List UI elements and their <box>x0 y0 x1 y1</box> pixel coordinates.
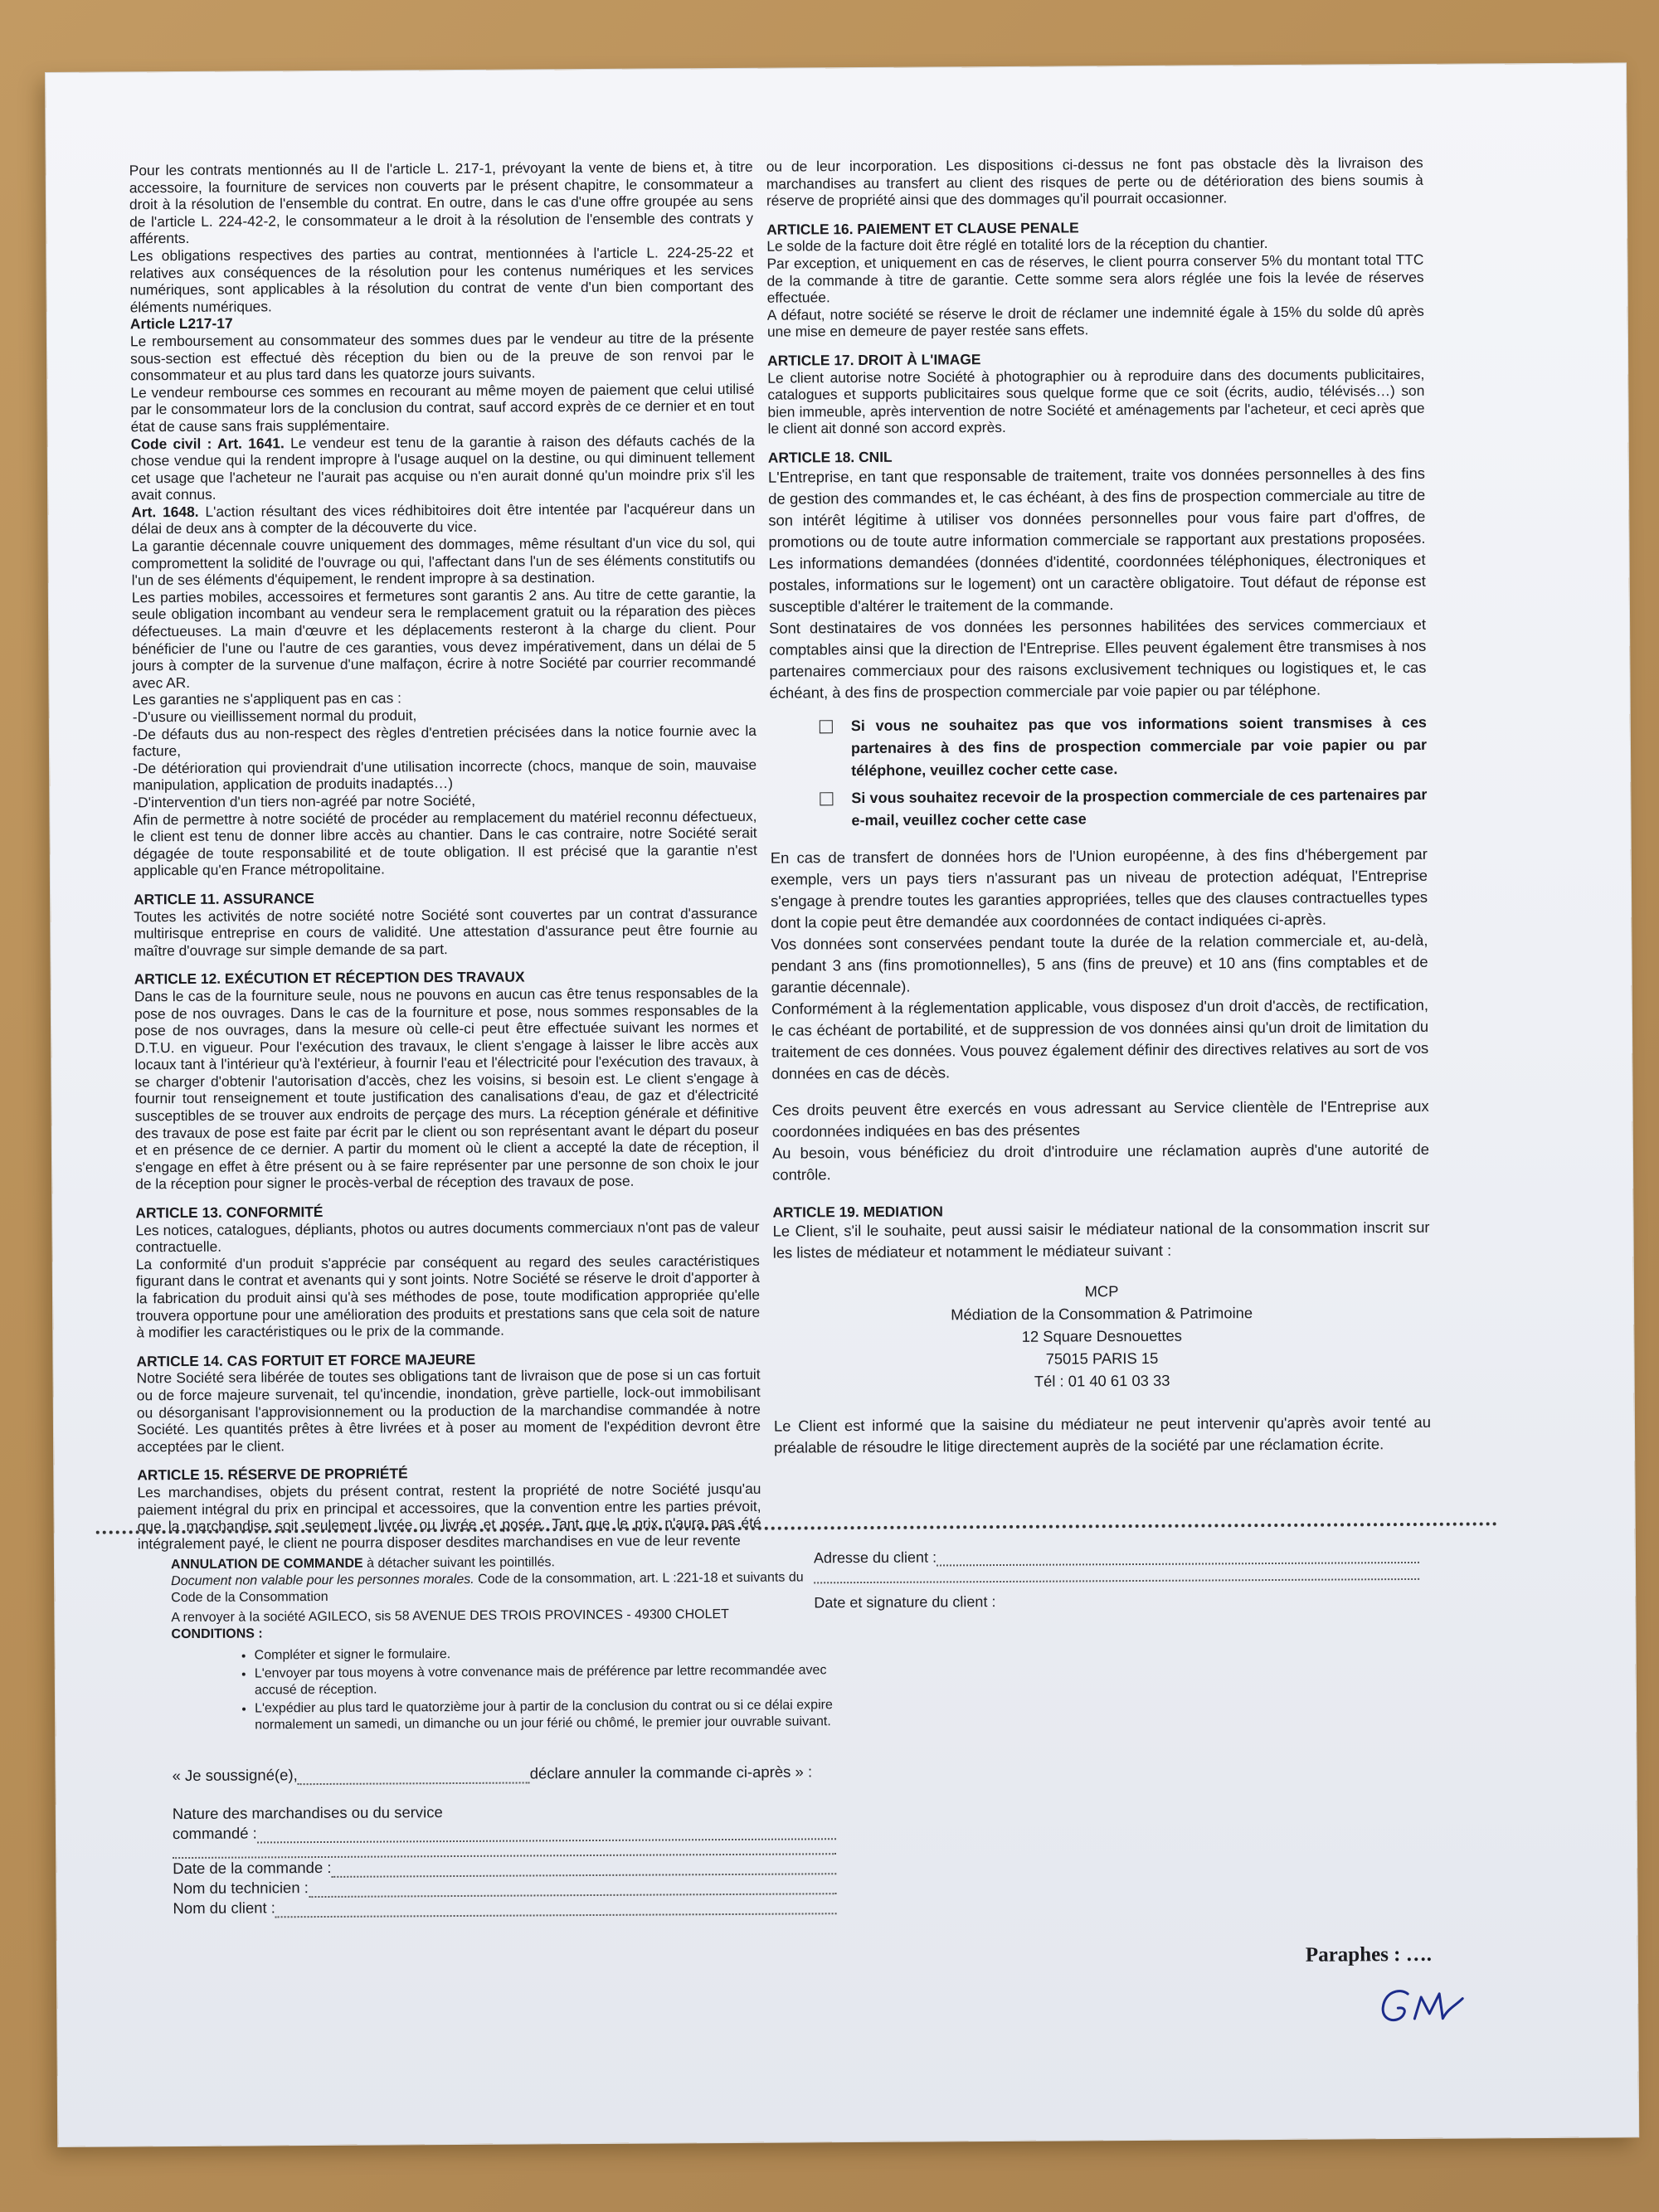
article-19-heading: ARTICLE 19. MEDIATION <box>772 1202 943 1221</box>
article-l217-17-p1: Le remboursement au consommateur des sommes dues par le vendeur au titre de la présente sous-section est effectué dès réception du bien ou de la preuve de son renvoi par le consommateur et au plus tard dans les quatorze jours suivants. <box>129 328 755 384</box>
garantie-decennale: La garantie décennale couvre uniquement des dommages, même résultant d'un vice du sol, qui compromettent la solidité de l'ouvrage ou qui, l'affectant dans l'un de ses éléments constitutifs ou l'un de ses éléments d'équipement, le rendent impropre à sa destination. <box>131 533 756 589</box>
field-address-label: Adresse du client : <box>813 1548 937 1567</box>
exclusions-intro: Les garanties ne s'appliquent pas en cas : <box>132 689 401 708</box>
left-column <box>129 158 761 1553</box>
code-civil-1641 <box>131 431 755 503</box>
handwritten-initials-icon <box>1376 1981 1467 2031</box>
article-18-p3: En cas de transfert de données hors de l'Union européenne, à des fins d'hébergement par exemple, vers un pays tiers n'assurant pas un niveau de protection adéquat, l'Entreprise s'engage à prendre toutes les garanties appropriées, telles que des clauses contractuelles types dont la copie peut être demandée aux coordonnées de contact indiquées ci-après. <box>770 844 1428 931</box>
article-13-p1: Les notices, catalogues, dépliants, photos ou autres documents commerciaux n'ont pas de valeur contractuelle. <box>135 1218 760 1256</box>
checkbox-option-2[interactable] <box>820 783 1427 831</box>
mediator-street: 12 Square Desnouettes <box>1021 1326 1183 1345</box>
article-11-text: Toutes les activités de notre société notre Société sont couvertes par un contrat d'assurance multirisque entreprise en cours de validité. Une attestation d'assurance peut être fournie au maître d'ouvrage sur simple demande de sa part. <box>134 904 758 960</box>
field-date-label: Date de la commande : <box>173 1858 332 1878</box>
document-page <box>46 63 1638 2146</box>
article-1648 <box>131 500 755 538</box>
right-column <box>766 154 1432 1459</box>
mediator-phone: Tél : 01 40 61 03 33 <box>1034 1371 1170 1390</box>
article-13-heading: ARTICLE 13. CONFORMITÉ <box>135 1203 324 1222</box>
article-16-p3: A défaut, notre société se réserve le droit de réclamer une indemnité égale à 15% du solde dû après une mise en demeure de payer restée sans effets. <box>766 302 1424 341</box>
article-16-p1: Le solde de la facture doit être réglé en totalité lors de la réception du chantier. <box>766 235 1268 255</box>
article-16-p2: Par exception, et uniquement en cas de réserves, le client pourra conserver 5% du montant total TTC de la commande à titre de garantie. Cette somme sera alors réglée une fois la levée de réserves effectuée. <box>766 250 1424 306</box>
field-nature-label-1: Nature des marchandises ou du service <box>172 1803 443 1823</box>
condition-item: • L'expédier au plus tard le quatorzième jour à partir de la conclusion du contrat ou si ce délai expire normalement un samedi, un dimanche ou un jour férié ou chômé, le premier jour ouvrable suivant. <box>255 1697 835 1733</box>
article-19-text: Le Client, s'il le souhaite, peut aussi saisir le médiateur national de la consommation inscrit sur les listes de médiateur et notamment le médiateur suivant : <box>772 1218 1430 1262</box>
parties-mobiles: Les parties mobiles, accessoires et fermetures sont garantis 2 ans. Au titre de cette garantie, la seule obligation incombant au vendeur sera le remplacement gratuit ou la réparation des pièces défectueuses. La main d'œuvre et les déplacements resteront à la charge du client. Pour bénéficier de l'une ou l'autre de ces garanties, vous devez impérativement, dans un délai de 5 jours à compter de la survenue d'une malfaçon, écrire à notre Société par courrier recommandé avec AR. <box>131 585 757 692</box>
intro-paragraph-1: Pour les contrats mentionnés au II de l'article L. 217-1, prévoyant la vente de biens et, à titre accessoire, la fourniture de services non couverts par le présent chapitre, le consommateur a droit à la résolution de l'ensemble du contrat. En outre, dans le cas d'une offre groupée au sens de l'article L. 224-42-2, le consommateur a le droit à la résolution de l'ensemble des contrats y afférents. <box>129 158 754 247</box>
cancellation-title: ANNULATION DE COMMANDE <box>170 1556 363 1573</box>
declaration-start: « Je soussigné(e), <box>172 1766 298 1785</box>
checkbox-1-box[interactable] <box>820 720 833 733</box>
article-18-p1: L'Entreprise, en tant que responsable de traitement, traite vos données personnelles à des fins de gestion des commandes et, le cas échéant, à des fins de prospection commerciale au titre de son intérêt légitime à utiliser vos données personnelles pour vous faire part d'offres, de promotions ou de toute autre information commerciale se rapportant aux prestations proposées. Les informations demandées (données d'identité, coordonnées téléphoniques, électroniques et postales, informations sur le logement) ont un caractère obligatoire. Tout défaut de réponse est susceptible d'altérer le traitement de la commande. <box>767 464 1426 615</box>
code-civil-label: Code civil : Art. 1641. <box>130 434 285 452</box>
article-18-p5: Conformément à la réglementation applicable, vous disposez d'un droit d'accès, de rectification, le cas échéant de portabilité, et de suppression de vos données ainsi qu'un droit de limitation du traitement de ces données. Vous pouvez également définir des directives relatives au sort de vos données en cas de décès. <box>771 995 1429 1082</box>
checkbox-2-box[interactable] <box>820 792 833 805</box>
article-18-p4: Vos données sont conservées pendant toute la durée de la relation commerciale et, au-delà, pendant 3 ans (fins promotionnelles), 5 ans (fins de preuve) et 10 ans (fins comptables et de garantie décennale). <box>771 931 1428 996</box>
field-client-input[interactable] <box>275 1901 837 1918</box>
field-nature-input[interactable] <box>257 1826 836 1843</box>
mediator-address-block <box>773 1278 1431 1394</box>
field-signature-label: Date et signature du client : <box>814 1593 996 1612</box>
field-address-input[interactable] <box>937 1550 1419 1567</box>
cancellation-note <box>171 1569 834 1607</box>
exclusion-2: -De défauts dus au non-respect des règles d'entretien précisées dans la notice fournie avec la facture, <box>132 722 757 760</box>
exclusion-4: -D'intervention d'un tiers non-agréé par notre Société, <box>133 791 476 811</box>
art1648-text: L'action résultant des vices rédhibitoires doit être intentée par l'acquéreur dans un délai de deux ans à compter de la découverte du vice. <box>131 499 756 537</box>
declaration-line <box>172 1762 835 1786</box>
mediator-full-name: Médiation de la Consommation & Patrimoine <box>951 1304 1253 1324</box>
art1648-label: Art. 1648. <box>131 503 199 521</box>
field-nature-label-2: commandé : <box>172 1824 257 1843</box>
condition-item: • Compléter et signer le formulaire. <box>255 1644 835 1664</box>
article-l217-17-p2: Le vendeur rembourse ces sommes en recourant au même moyen de paiement que celui utilisé par le consommateur lors de la conclusion du contrat, sauf accord exprès de ce dernier et en tout état de cause sans frais supplémentaire. <box>130 380 755 435</box>
field-technician <box>173 1874 836 1898</box>
field-client <box>173 1894 836 1918</box>
field-address-input-line-2[interactable] <box>814 1567 1419 1583</box>
checkbox-option-1[interactable] <box>820 711 1427 781</box>
article-l217-17-heading: Article L217-17 <box>129 314 233 333</box>
conditions-list <box>172 1644 836 1734</box>
article-11-heading: ARTICLE 11. ASSURANCE <box>134 889 314 908</box>
checkbox-2-label: Si vous souhaitez recevoir de la prospection commerciale de ces partenaires par e-mail, veuillez cocher cette case <box>851 785 1428 829</box>
declaration-name-field[interactable] <box>298 1770 530 1785</box>
field-client-label: Nom du client : <box>173 1898 275 1918</box>
article-18-p6: Ces droits peuvent être exercés en vous adressant au Service clientèle de l'Entreprise aux coordonnées indiquées en bas des présentes <box>771 1096 1429 1140</box>
article-15-continuation: ou de leur incorporation. Les dispositions ci-dessus ne font pas obstacle dès la livraison des marchandises au transfert au client des risques de perte ou de détérioration des biens soumis à réserve de propriété ainsi que des dommages qu'il pourrait occasionner. <box>766 153 1423 209</box>
checkbox-1-label: Si vous ne souhaitez pas que vos informations soient transmises à ces partenaires à des fins de prospection commerciale par voie papier ou par téléphone, veuillez cocher cette case. <box>850 713 1428 779</box>
conditions-heading: CONDITIONS : <box>171 1626 263 1642</box>
exclusion-1: -D'usure ou vieillissement normal du produit, <box>132 707 417 726</box>
cancellation-form <box>171 1553 837 1918</box>
article-13-p2: La conformité d'un produit s'apprécie par conséquent au regard des seules caractéristiques figurant dans le contrat et avenants qui y sont joints. Notre Société se réserve le droit d'apporter à la fabrication du produit ainsi qu'à ses méthodes de pose, toute modification appropriée qu'elle trouvera opportune pour une amélioration des produits et prestations sans que cela soit de nature à modifier les caractéristiques ou le prix de la commande. <box>135 1252 761 1341</box>
article-18-p7: Au besoin, vous bénéficiez du droit d'introduire une réclamation auprès d'une autorité de contrôle. <box>771 1140 1430 1184</box>
article-12-heading: ARTICLE 12. EXÉCUTION ET RÉCEPTION DES TRAVAUX <box>134 968 525 988</box>
cancellation-note-rest: Code de la consommation, art. L :221-18 et suivants du Code de la Consommation <box>171 1570 804 1606</box>
article-18-heading: ARTICLE 18. CNIL <box>767 448 893 466</box>
article-17-text: Le client autorise notre Société à photographier ou à reproduire dans des documents publicitaires, catalogues et supports publicitaires sous quelque forme que ce soit (écrits, audio, télévisés…) son bien immeuble, après intervention de notre Société et aménagements par l'acheteur, et ceci après que le client ait donné son accord exprès. <box>767 365 1425 438</box>
cancellation-address: A renvoyer à la société AGILECO, sis 58 AVENUE DES TROIS PROVINCES - 49300 CHOLET <box>171 1607 729 1626</box>
cancellation-title-suffix: à détacher suivant les pointillés. <box>362 1555 555 1571</box>
mediator-name: MCP <box>1084 1282 1119 1300</box>
article-19-final: Le Client est informé que la saisine du médiateur ne peut intervenir qu'après avoir tenté au préalable de résoudre le litige directement auprès de la société par une réclamation écrite. <box>773 1412 1432 1456</box>
field-nature <box>173 1800 836 1859</box>
article-15-text: Les marchandises, objets du présent contrat, restent la propriété de notre Société jusqu'au paiement intégral du prix en principal et accessoires, que la convention entre les parties prévoit, que la marchandise soit seulement livrée ou livrée et posée. Tant que le prix n'aura pas été intégralement payé, le client ne pourra disposer desdites marchandises en vue de leur revente <box>137 1480 761 1553</box>
article-15-heading: ARTICLE 15. RÉSERVE DE PROPRIÉTÉ <box>137 1465 408 1484</box>
article-14-heading: ARTICLE 14. CAS FORTUIT ET FORCE MAJEURE <box>136 1350 476 1370</box>
afin-de-paragraph: Afin de permettre à notre société de procéder au remplacement du matériel reconnu défectueux, le client est tenu de donner libre accès au chantier. Dans le cas contraire, notre Société serait dégagée de toute responsabilité et de toute obligation. Il est précisé que la garantie n'est applicable qu'en France métropolitaine. <box>133 807 757 879</box>
mediator-city: 75015 PARIS 15 <box>1045 1349 1159 1368</box>
article-14-text: Notre Société sera libérée de toutes ses obligations tant de livraison que de pose si un cas fortuit ou de force majeure survenait, tel qu'incendie, inondation, grève partielle, lock-out immobilisant ou désorganisant l'approvisionnement ou la production de la marchandise commandée à notre Société. Les quantités prêtes à être livrées et à poser au moment de l'expédition devront être acceptées par le client. <box>136 1366 761 1456</box>
intro-paragraph-2: Les obligations respectives des parties au contrat, mentionnées à l'article L. 224-25-22 et relatives aux conséquences de la résolution pour les contenus numériques et les services numériques, sont applicables à la résolution du contrat de vente d'un bien comportant des éléments numériques. <box>129 243 754 316</box>
exclusion-3: -De détérioration qui proviendrait d'une utilisation incorrecte (chocs, manque de soin, mauvaise manipulation, application de produits inadaptés…) <box>133 756 757 794</box>
article-18-p2: Sont destinataires de vos données les personnes habilitées des services commerciaux et comptables ainsi que la direction de l'Entreprise. Elles peuvent également être transmises à nos partenaires commerciaux pour des raisons exclusivement techniques ou logistiques et, le cas échéant, à des fins de prospection commerciale par voie papier ou par téléphone. <box>769 615 1427 702</box>
field-date <box>173 1855 836 1879</box>
client-info-form <box>814 1545 1419 1612</box>
declaration-end: déclare annuler la commande ci-après » : <box>529 1762 813 1782</box>
article-17-heading: ARTICLE 17. DROIT À L'IMAGE <box>767 351 981 369</box>
cancellation-note-italic: Document non valable pour les personnes morales. <box>171 1572 474 1589</box>
condition-item: • L'envoyer par tous moyens à votre convenance mais de préférence par lettre recommandée avec accusé de réception. <box>255 1662 835 1699</box>
field-client-address <box>814 1545 1419 1567</box>
article-12-text: Dans le cas de la fourniture seule, nous ne pouvons en aucun cas être tenus responsables de la pose de nos ouvrages. Dans le cas de la fourniture et pose, nous sommes responsables de la pose de nos ouvrages, dans la mesure où celle-ci peut être effectuée suivant les normes et D.T.U. en vigueur. Pour l'exécution des travaux, le client s'engage à laisser le libre accès aux locaux tant à l'intérieur qu'à l'extérieur, à fournir l'eau et l'électricité pour l'exécution des travaux, à se charger d'obtenir l'autorisation d'accès, chez les voisins, si besoin est. Le client s'engage à fournir tout renseignement et toute justification des canalisations d'eau, de gaz et d'électricité susceptibles de se trouver aux endroits de perçage des murs. La réception générale et définitive des travaux de pose est faite par écrit par le client ou son représentant avant le départ du poseur et en présence de ce dernier. A partir du moment où le client a accepté la date de réception, il s'engage en effet à être présent ou à se faire représenter par une personne de son choix le jour de la réception pour signer le procès-verbal de réception des travaux de pose. <box>134 984 760 1193</box>
code-civil-text: Le vendeur est tenu de la garantie à raison des défauts cachés de la chose vendue qui la rendent impropre à l'usage auquel on la destine, ou qui diminuent tellement cet usage que l'acheteur ne l'aurait pas acquise ou n'en aurait donné qu'un moindre prix s'il les avait connus. <box>130 431 756 503</box>
paraphes-label: Paraphes : …. <box>1305 1942 1433 1966</box>
initials-signature <box>1376 1981 1467 2035</box>
article-16-heading: ARTICLE 16. PAIEMENT ET CLAUSE PENALE <box>766 219 1079 238</box>
field-technician-label: Nom du technicien : <box>173 1879 309 1898</box>
